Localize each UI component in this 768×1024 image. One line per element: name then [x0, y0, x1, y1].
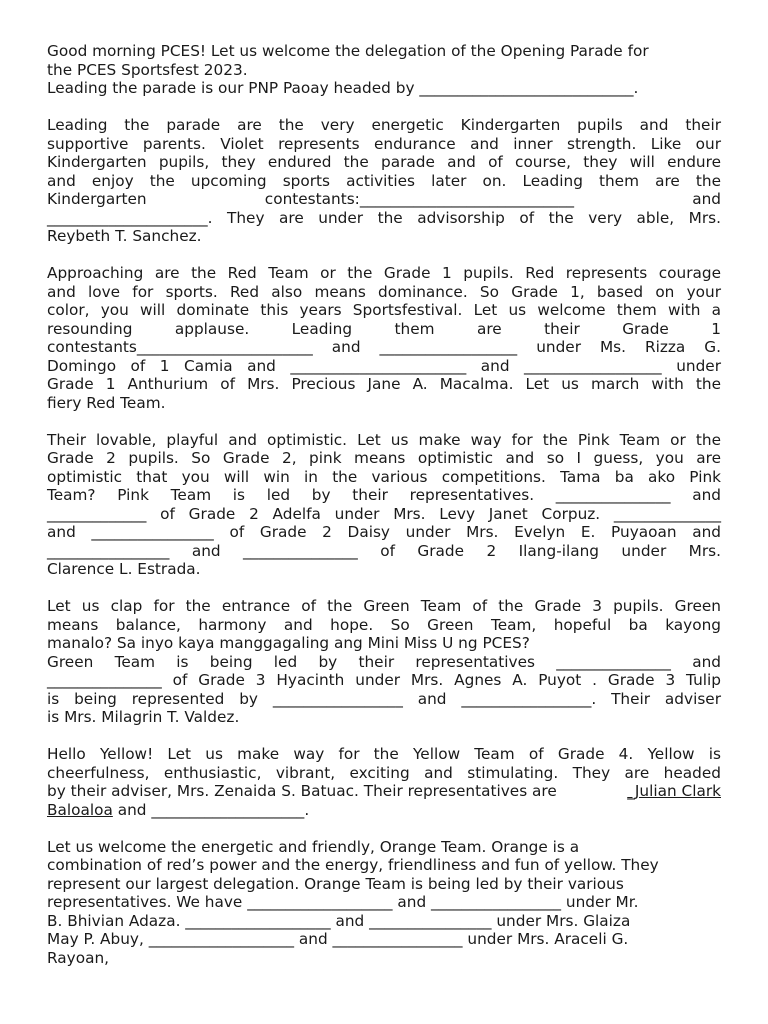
text-line: Good morning PCES! Let us welcome the delegation of the Opening Parade for [47, 42, 649, 60]
text-line-segment: and ____________________. [112, 800, 310, 819]
text-line-segment: by their adviser, Mrs. Zenaida S. Batuac. Their representatives are [47, 782, 557, 800]
paragraph-pink-team [47, 431, 721, 579]
paragraph-orange-team [47, 838, 721, 968]
text-line: is Mrs. Milagrin T. Valdez. [47, 708, 240, 726]
text-line: Let us welcome the energetic and friendly, Orange Team. Orange is a [47, 837, 580, 856]
text-line: resounding applause. Leading them are their Grade 1 [47, 319, 721, 338]
paragraph-green-team [47, 597, 721, 727]
text-line: Let us clap for the entrance of the Green Team of the Grade 3 pupils. Green [47, 597, 721, 615]
text-line: and ________________ of Grade 2 Daisy under Mrs. Evelyn E. Puyaoan and [47, 523, 721, 541]
text-line: fiery Red Team. [47, 393, 166, 412]
text-line: Hello Yellow! Let us make way for the Yellow Team of Grade 4. Yellow is [47, 745, 721, 763]
text-line: Clarence L. Estrada. [47, 560, 201, 578]
text-line: cheerfulness, enthusiastic, vibrant, exciting and stimulating. They are headed [47, 763, 721, 782]
text-line: combination of red’s power and the energy, friendliness and fun of yellow. They [47, 856, 659, 874]
underlined-representative-name: _Julian Clark [627, 782, 721, 800]
text-line: means balance, harmony and hope. So Green Team, hopeful ba kayong [47, 615, 721, 634]
text-line: and enjoy the upcoming sports activities later on. Leading them are the [47, 171, 721, 190]
paragraph-kindergarten [47, 116, 721, 246]
text-line: represent our largest delegation. Orange Team is being led by their various [47, 874, 624, 893]
text-line: B. Bhivian Adaza. ___________________ and ________________ under Mrs. Glaiza [47, 911, 631, 930]
paragraph-opening [47, 42, 721, 98]
text-line: ________________ and _______________ of Grade 2 Ilang-ilang under Mrs. [47, 541, 721, 560]
text-line: Approaching are the Red Team or the Grade 1 pupils. Red represents courage [47, 264, 721, 282]
text-line: Green Team is being led by their representatives _______________ and [47, 652, 721, 671]
text-line: Grade 2 pupils. So Grade 2, pink means optimistic and so I guess, you are [47, 449, 721, 467]
text-line: supportive parents. Violet represents endurance and inner strength. Like our [47, 134, 721, 153]
text-line: and love for sports. Red also means dominance. So Grade 1, based on your [47, 282, 721, 301]
text-line: _____________ of Grade 2 Adelfa under Mrs. Levy Janet Corpuz. ______________ [47, 504, 721, 523]
text-line: Rayoan, [47, 948, 110, 967]
text-line: representatives. We have ___________________ and _________________ under Mr. [47, 893, 639, 911]
paragraph-red-team [47, 264, 721, 412]
text-line [47, 801, 721, 820]
text-line: Domingo of 1 Camia and _______________________ and __________________ under [47, 356, 721, 375]
document-page [47, 42, 721, 986]
text-line: contestants_______________________ and __________________ under Ms. Rizza G. [47, 338, 721, 356]
text-line: Kindergarten contestants:____________________________ and [47, 190, 721, 208]
text-line: Their lovable, playful and optimistic. Let us make way for the Pink Team or the [47, 430, 721, 449]
text-line: Grade 1 Anthurium of Mrs. Precious Jane A. Macalma. Let us march with the [47, 375, 721, 393]
text-line: _______________ of Grade 3 Hyacinth under Mrs. Agnes A. Puyot . Grade 3 Tulip [47, 671, 721, 689]
text-line: May P. Abuy, ___________________ and _________________ under Mrs. Araceli G. [47, 930, 629, 948]
text-line: Team? Pink Team is led by their representatives. _______________ and [47, 486, 721, 504]
text-line: is being represented by _________________ and _________________. Their adviser [47, 689, 721, 708]
text-line: Kindergarten pupils, they endured the parade and of course, they will endure [47, 153, 721, 171]
text-line: color, you will dominate this years Sportsfestival. Let us welcome them with a [47, 301, 721, 319]
text-line: Leading the parade is our PNP Paoay headed by ____________________________. [47, 79, 639, 97]
text-line: Reybeth T. Sanchez. [47, 227, 202, 245]
text-line: Leading the parade are the very energetic Kindergarten pupils and their [47, 116, 721, 134]
text-line: the PCES Sportsfest 2023. [47, 60, 248, 79]
text-line [47, 782, 721, 801]
text-line: manalo? Sa inyo kaya manggagaling ang Mini Miss U ng PCES? [47, 634, 530, 652]
paragraph-yellow-team [47, 745, 721, 819]
text-line: _____________________. They are under the advisorship of the very able, Mrs. [47, 208, 721, 227]
text-line: optimistic that you will win in the various competitions. Tama ba ako Pink [47, 467, 721, 486]
underlined-representative-name: Baloaloa [47, 800, 113, 819]
